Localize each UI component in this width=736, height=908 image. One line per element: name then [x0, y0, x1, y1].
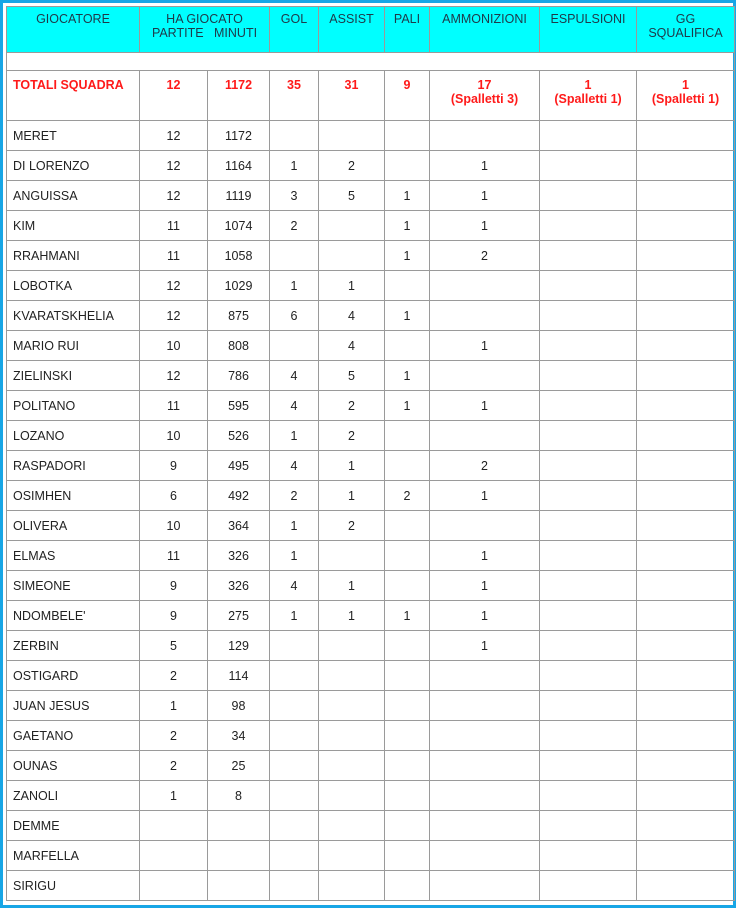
player-name: GAETANO — [7, 721, 140, 751]
player-minuti — [208, 841, 270, 871]
player-espulsioni — [540, 271, 637, 301]
player-squalifica — [637, 751, 735, 781]
player-pali — [385, 451, 430, 481]
player-ammonizioni: 1 — [430, 541, 540, 571]
player-ammonizioni: 1 — [430, 571, 540, 601]
player-pali — [385, 661, 430, 691]
header-giocatore: GIOCATORE — [7, 7, 140, 53]
table-row — [7, 661, 735, 691]
table-row — [7, 451, 735, 481]
player-pali — [385, 121, 430, 151]
player-assist: 4 — [319, 331, 385, 361]
player-minuti: 492 — [208, 481, 270, 511]
player-pali — [385, 751, 430, 781]
player-pali — [385, 721, 430, 751]
player-gol — [270, 631, 319, 661]
player-ammonizioni — [430, 271, 540, 301]
player-partite — [140, 841, 208, 871]
table-row — [7, 361, 735, 391]
player-ammonizioni: 1 — [430, 391, 540, 421]
player-ammonizioni: 1 — [430, 211, 540, 241]
player-gol — [270, 781, 319, 811]
player-ammonizioni: 2 — [430, 451, 540, 481]
player-name: KVARATSKHELIA — [7, 301, 140, 331]
table-row — [7, 751, 735, 781]
player-partite: 12 — [140, 121, 208, 151]
player-squalifica — [637, 211, 735, 241]
totals-label: TOTALI SQUADRA — [7, 71, 140, 121]
player-pali: 1 — [385, 241, 430, 271]
player-assist: 1 — [319, 271, 385, 301]
player-assist — [319, 811, 385, 841]
player-minuti: 786 — [208, 361, 270, 391]
player-name: OLIVERA — [7, 511, 140, 541]
player-name: LOZANO — [7, 421, 140, 451]
player-espulsioni — [540, 781, 637, 811]
player-squalifica — [637, 301, 735, 331]
player-minuti — [208, 811, 270, 841]
header-squalifica: SQUALIFICA — [648, 26, 723, 40]
player-partite: 11 — [140, 391, 208, 421]
player-pali: 1 — [385, 211, 430, 241]
player-assist: 4 — [319, 301, 385, 331]
player-name: JUAN JESUS — [7, 691, 140, 721]
player-name: POLITANO — [7, 391, 140, 421]
player-gol: 1 — [270, 541, 319, 571]
player-partite: 9 — [140, 571, 208, 601]
player-minuti: 1074 — [208, 211, 270, 241]
player-gol: 1 — [270, 421, 319, 451]
player-gol: 1 — [270, 151, 319, 181]
player-gol — [270, 871, 319, 901]
player-espulsioni — [540, 301, 637, 331]
player-assist — [319, 691, 385, 721]
player-espulsioni — [540, 841, 637, 871]
totals-espulsioni-value: 1 — [584, 78, 592, 92]
totals-pali: 9 — [385, 71, 430, 121]
player-minuti: 8 — [208, 781, 270, 811]
table-row — [7, 781, 735, 811]
player-ammonizioni: 1 — [430, 631, 540, 661]
player-espulsioni — [540, 361, 637, 391]
spacer-cell — [7, 53, 735, 71]
header-ha-giocato-title: HA GIOCATO — [166, 12, 243, 26]
player-minuti: 1164 — [208, 151, 270, 181]
player-partite: 1 — [140, 691, 208, 721]
player-pali — [385, 511, 430, 541]
player-gol — [270, 331, 319, 361]
player-gol — [270, 661, 319, 691]
table-row — [7, 211, 735, 241]
player-gol: 4 — [270, 391, 319, 421]
player-ammonizioni — [430, 301, 540, 331]
player-pali — [385, 421, 430, 451]
player-gol: 4 — [270, 571, 319, 601]
player-pali — [385, 271, 430, 301]
player-partite: 10 — [140, 331, 208, 361]
player-minuti — [208, 871, 270, 901]
player-partite: 2 — [140, 751, 208, 781]
player-name: DI LORENZO — [7, 151, 140, 181]
player-name: NDOMBELE' — [7, 601, 140, 631]
player-squalifica — [637, 361, 735, 391]
player-espulsioni — [540, 181, 637, 211]
player-gol — [270, 841, 319, 871]
player-squalifica — [637, 601, 735, 631]
player-minuti: 326 — [208, 541, 270, 571]
player-pali — [385, 541, 430, 571]
totals-partite: 12 — [140, 71, 208, 121]
table-row — [7, 691, 735, 721]
player-name: LOBOTKA — [7, 271, 140, 301]
player-espulsioni — [540, 571, 637, 601]
totals-ammonizioni-value: 17 — [477, 78, 492, 92]
table-row — [7, 331, 735, 361]
player-espulsioni — [540, 331, 637, 361]
header-gg-squalifica — [637, 7, 735, 53]
table-row — [7, 481, 735, 511]
totals-minuti: 1172 — [208, 71, 270, 121]
player-minuti: 875 — [208, 301, 270, 331]
player-gol — [270, 811, 319, 841]
player-minuti: 1172 — [208, 121, 270, 151]
header-minuti: MINUTI — [214, 26, 258, 40]
player-assist — [319, 661, 385, 691]
player-ammonizioni — [430, 781, 540, 811]
player-assist — [319, 211, 385, 241]
player-partite: 2 — [140, 661, 208, 691]
player-espulsioni — [540, 211, 637, 241]
player-name: MARFELLA — [7, 841, 140, 871]
totals-gol: 35 — [270, 71, 319, 121]
header-ha-giocato-sub — [140, 26, 269, 40]
player-partite: 1 — [140, 781, 208, 811]
player-partite: 12 — [140, 301, 208, 331]
player-minuti: 275 — [208, 601, 270, 631]
player-ammonizioni — [430, 751, 540, 781]
player-ammonizioni — [430, 121, 540, 151]
player-minuti: 114 — [208, 661, 270, 691]
player-espulsioni — [540, 481, 637, 511]
player-partite: 11 — [140, 541, 208, 571]
player-name: ZERBIN — [7, 631, 140, 661]
player-minuti: 25 — [208, 751, 270, 781]
player-name: KIM — [7, 211, 140, 241]
player-name: SIRIGU — [7, 871, 140, 901]
player-squalifica — [637, 271, 735, 301]
player-gol: 4 — [270, 451, 319, 481]
player-partite: 10 — [140, 421, 208, 451]
player-pali: 2 — [385, 481, 430, 511]
player-pali: 1 — [385, 361, 430, 391]
player-gol: 2 — [270, 481, 319, 511]
player-squalifica — [637, 451, 735, 481]
player-minuti: 98 — [208, 691, 270, 721]
player-assist: 1 — [319, 571, 385, 601]
totals-squalifica — [637, 71, 735, 121]
player-minuti: 526 — [208, 421, 270, 451]
player-partite: 11 — [140, 211, 208, 241]
header-assist: ASSIST — [319, 7, 385, 53]
player-name: ZANOLI — [7, 781, 140, 811]
player-name: DEMME — [7, 811, 140, 841]
totals-ammonizioni-note: (Spalletti 3) — [450, 92, 519, 106]
player-gol: 2 — [270, 211, 319, 241]
table-row — [7, 571, 735, 601]
player-pali: 1 — [385, 601, 430, 631]
player-pali — [385, 331, 430, 361]
player-gol — [270, 751, 319, 781]
player-ammonizioni — [430, 871, 540, 901]
player-ammonizioni: 1 — [430, 601, 540, 631]
player-assist: 2 — [319, 151, 385, 181]
player-partite: 5 — [140, 631, 208, 661]
player-espulsioni — [540, 421, 637, 451]
player-partite: 12 — [140, 181, 208, 211]
player-pali — [385, 811, 430, 841]
player-assist: 1 — [319, 451, 385, 481]
player-pali: 1 — [385, 391, 430, 421]
player-gol: 1 — [270, 601, 319, 631]
player-gol — [270, 241, 319, 271]
player-name: SIMEONE — [7, 571, 140, 601]
player-gol: 6 — [270, 301, 319, 331]
player-name: OSTIGARD — [7, 661, 140, 691]
spacer-row — [7, 53, 735, 71]
player-assist — [319, 541, 385, 571]
table-row — [7, 841, 735, 871]
table-row — [7, 811, 735, 841]
player-minuti: 1119 — [208, 181, 270, 211]
table-row — [7, 601, 735, 631]
player-partite: 9 — [140, 451, 208, 481]
player-espulsioni — [540, 451, 637, 481]
player-partite: 11 — [140, 241, 208, 271]
player-ammonizioni — [430, 811, 540, 841]
player-assist: 2 — [319, 511, 385, 541]
player-partite: 10 — [140, 511, 208, 541]
player-espulsioni — [540, 391, 637, 421]
player-pali — [385, 571, 430, 601]
table-row — [7, 511, 735, 541]
player-name: ZIELINSKI — [7, 361, 140, 391]
player-squalifica — [637, 121, 735, 151]
player-partite: 12 — [140, 271, 208, 301]
totals-ammonizioni — [430, 71, 540, 121]
header-gg: GG — [675, 12, 696, 26]
player-name: RASPADORI — [7, 451, 140, 481]
player-pali — [385, 691, 430, 721]
player-name: OUNAS — [7, 751, 140, 781]
player-partite — [140, 871, 208, 901]
player-partite: 12 — [140, 151, 208, 181]
player-ammonizioni: 1 — [430, 331, 540, 361]
player-squalifica — [637, 391, 735, 421]
player-ammonizioni: 1 — [430, 481, 540, 511]
player-name: MERET — [7, 121, 140, 151]
player-gol — [270, 721, 319, 751]
player-gol: 1 — [270, 511, 319, 541]
player-assist — [319, 121, 385, 151]
table-row — [7, 301, 735, 331]
player-squalifica — [637, 691, 735, 721]
player-partite — [140, 811, 208, 841]
player-minuti: 326 — [208, 571, 270, 601]
player-minuti: 595 — [208, 391, 270, 421]
table-row — [7, 271, 735, 301]
player-gol: 4 — [270, 361, 319, 391]
player-minuti: 129 — [208, 631, 270, 661]
player-minuti: 495 — [208, 451, 270, 481]
player-pali — [385, 871, 430, 901]
player-name: ELMAS — [7, 541, 140, 571]
player-squalifica — [637, 151, 735, 181]
player-pali — [385, 151, 430, 181]
totals-assist: 31 — [319, 71, 385, 121]
header-gol: GOL — [270, 7, 319, 53]
table-row — [7, 871, 735, 901]
player-assist: 1 — [319, 601, 385, 631]
table-row — [7, 391, 735, 421]
header-ha-giocato — [140, 7, 270, 53]
player-squalifica — [637, 421, 735, 451]
player-pali: 1 — [385, 301, 430, 331]
player-name: MARIO RUI — [7, 331, 140, 361]
player-name: ANGUISSA — [7, 181, 140, 211]
player-assist: 5 — [319, 181, 385, 211]
player-espulsioni — [540, 601, 637, 631]
totals-row — [7, 71, 735, 121]
player-partite: 12 — [140, 361, 208, 391]
player-minuti: 1029 — [208, 271, 270, 301]
player-squalifica — [637, 661, 735, 691]
player-squalifica — [637, 871, 735, 901]
player-squalifica — [637, 541, 735, 571]
player-assist — [319, 751, 385, 781]
table-row — [7, 241, 735, 271]
player-espulsioni — [540, 121, 637, 151]
player-espulsioni — [540, 721, 637, 751]
header-partite: PARTITE — [151, 26, 204, 40]
player-partite: 2 — [140, 721, 208, 751]
player-name: RRAHMANI — [7, 241, 140, 271]
player-ammonizioni — [430, 511, 540, 541]
player-assist — [319, 631, 385, 661]
player-espulsioni — [540, 811, 637, 841]
player-squalifica — [637, 721, 735, 751]
player-minuti: 1058 — [208, 241, 270, 271]
player-minuti: 808 — [208, 331, 270, 361]
player-partite: 6 — [140, 481, 208, 511]
player-espulsioni — [540, 871, 637, 901]
table-row — [7, 421, 735, 451]
totals-squalifica-value: 1 — [682, 78, 689, 92]
player-gol: 3 — [270, 181, 319, 211]
player-gol — [270, 121, 319, 151]
player-assist: 5 — [319, 361, 385, 391]
table-row — [7, 541, 735, 571]
table-row — [7, 181, 735, 211]
player-partite: 9 — [140, 601, 208, 631]
player-ammonizioni — [430, 691, 540, 721]
player-squalifica — [637, 841, 735, 871]
player-assist: 2 — [319, 421, 385, 451]
table-row — [7, 151, 735, 181]
player-ammonizioni — [430, 361, 540, 391]
table-row — [7, 121, 735, 151]
player-assist — [319, 721, 385, 751]
player-pali — [385, 631, 430, 661]
player-assist — [319, 871, 385, 901]
player-ammonizioni: 1 — [430, 151, 540, 181]
header-espulsioni: ESPULSIONI — [540, 7, 637, 53]
player-assist — [319, 841, 385, 871]
player-name: OSIMHEN — [7, 481, 140, 511]
player-ammonizioni: 2 — [430, 241, 540, 271]
header-row — [7, 7, 735, 53]
player-ammonizioni — [430, 661, 540, 691]
player-espulsioni — [540, 661, 637, 691]
player-ammonizioni — [430, 721, 540, 751]
player-ammonizioni — [430, 421, 540, 451]
player-squalifica — [637, 631, 735, 661]
player-squalifica — [637, 811, 735, 841]
player-squalifica — [637, 481, 735, 511]
player-gol — [270, 691, 319, 721]
player-pali — [385, 841, 430, 871]
player-ammonizioni: 1 — [430, 181, 540, 211]
player-espulsioni — [540, 511, 637, 541]
player-espulsioni — [540, 631, 637, 661]
totals-espulsioni — [540, 71, 637, 121]
player-minuti: 364 — [208, 511, 270, 541]
totals-squalifica-note: (Spalletti 1) — [651, 92, 720, 106]
player-gol: 1 — [270, 271, 319, 301]
totals-espulsioni-note: (Spalletti 1) — [554, 92, 622, 106]
player-minuti: 34 — [208, 721, 270, 751]
player-squalifica — [637, 571, 735, 601]
player-assist — [319, 241, 385, 271]
player-espulsioni — [540, 541, 637, 571]
header-pali: PALI — [385, 7, 430, 53]
table-row — [7, 631, 735, 661]
table-row — [7, 721, 735, 751]
player-assist: 2 — [319, 391, 385, 421]
header-ammonizioni: AMMONIZIONI — [430, 7, 540, 53]
player-ammonizioni — [430, 841, 540, 871]
player-squalifica — [637, 331, 735, 361]
player-stats-table — [6, 6, 735, 901]
player-espulsioni — [540, 751, 637, 781]
player-pali — [385, 781, 430, 811]
player-squalifica — [637, 781, 735, 811]
player-espulsioni — [540, 691, 637, 721]
player-squalifica — [637, 181, 735, 211]
player-squalifica — [637, 241, 735, 271]
player-squalifica — [637, 511, 735, 541]
player-assist — [319, 781, 385, 811]
player-espulsioni — [540, 151, 637, 181]
player-pali: 1 — [385, 181, 430, 211]
player-assist: 1 — [319, 481, 385, 511]
player-espulsioni — [540, 241, 637, 271]
